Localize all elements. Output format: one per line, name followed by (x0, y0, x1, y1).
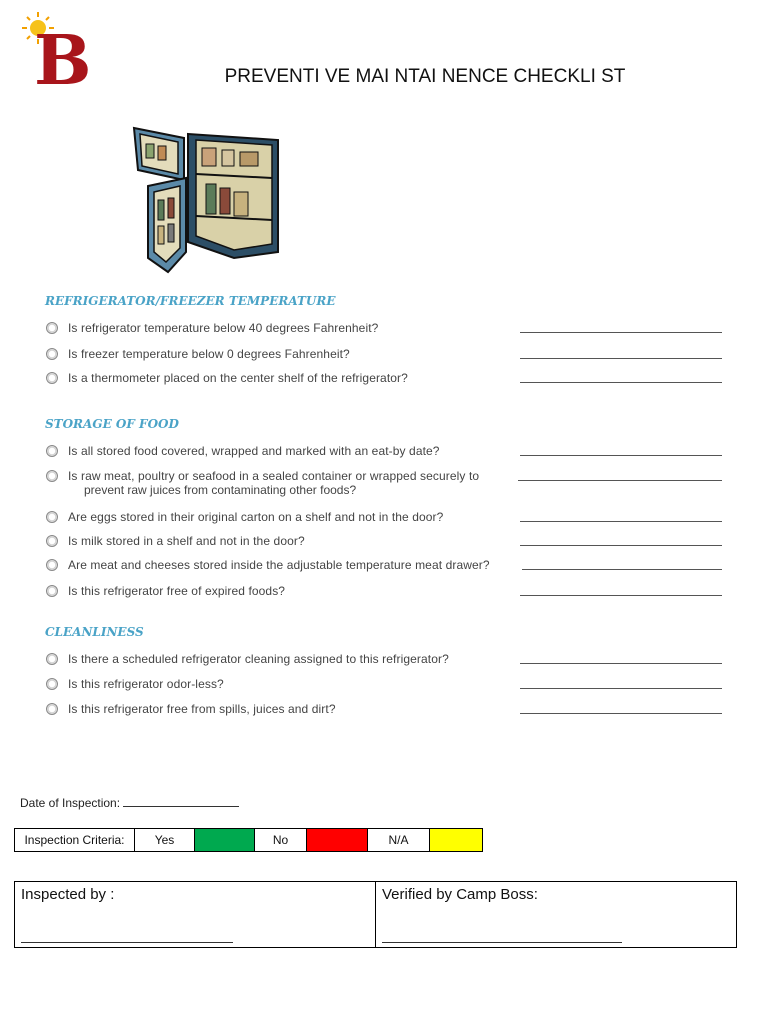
checklist-item (46, 584, 726, 604)
signoff-table (14, 881, 737, 948)
checklist-item (46, 677, 726, 697)
answer-line[interactable] (520, 382, 722, 383)
radio-bullet-icon[interactable] (46, 559, 58, 571)
checklist-item (46, 347, 726, 367)
verified-by-label: Verified by Camp Boss: (382, 886, 538, 903)
section-heading-cleanliness: CLEANLINESS (45, 625, 144, 639)
answer-line[interactable] (520, 455, 722, 456)
page-title: PREVENTI VE MAI NTAI NENCE CHECKLI ST (224, 66, 626, 87)
answer-line[interactable] (520, 545, 722, 546)
answer-line[interactable] (520, 332, 722, 333)
answer-line[interactable] (520, 358, 722, 359)
radio-bullet-icon[interactable] (46, 585, 58, 597)
question-text-continued: prevent raw juices from contaminating other foods? (84, 483, 357, 497)
answer-line[interactable] (520, 663, 722, 664)
radio-bullet-icon[interactable] (46, 348, 58, 360)
question-text: Is freezer temperature below 0 degrees Fahrenheit? (68, 347, 350, 361)
radio-bullet-icon[interactable] (46, 653, 58, 665)
answer-line[interactable] (520, 595, 722, 596)
radio-bullet-icon[interactable] (46, 703, 58, 715)
question-text: Is this refrigerator free from spills, juices and dirt? (68, 702, 336, 716)
criteria-na-swatch (430, 829, 482, 851)
checklist-item (46, 702, 726, 722)
question-text: Is a thermometer placed on the center shelf of the refrigerator? (68, 371, 408, 385)
radio-bullet-icon[interactable] (46, 372, 58, 384)
inspected-by-cell (15, 882, 376, 947)
verified-by-cell (376, 882, 736, 947)
checklist-item (46, 371, 726, 391)
radio-bullet-icon[interactable] (46, 445, 58, 457)
answer-line[interactable] (518, 480, 722, 481)
verified-by-signature-line[interactable] (382, 942, 622, 943)
question-text: Is this refrigerator free of expired foods? (68, 584, 286, 598)
question-text: Is refrigerator temperature below 40 degrees Fahrenheit? (68, 321, 379, 335)
answer-line[interactable] (520, 688, 722, 689)
answer-line[interactable] (520, 713, 722, 714)
criteria-yes-label: Yes (135, 829, 195, 851)
checklist-item (46, 321, 726, 341)
criteria-na-label: N/A (368, 829, 430, 851)
section-heading-storage: STORAGE OF FOOD (45, 417, 179, 431)
radio-bullet-icon[interactable] (46, 678, 58, 690)
checklist-item (46, 510, 726, 530)
checklist-item (46, 444, 726, 464)
question-text: Is milk stored in a shelf and not in the door? (68, 534, 305, 548)
checklist-item (46, 652, 726, 672)
criteria-label: Inspection Criteria: (15, 829, 135, 851)
inspected-by-label: Inspected by : (21, 886, 115, 903)
date-label: Date of Inspection: (20, 796, 121, 810)
radio-bullet-icon[interactable] (46, 535, 58, 547)
answer-line[interactable] (520, 521, 722, 522)
radio-bullet-icon[interactable] (46, 470, 58, 482)
refrigerator-illustration (128, 112, 284, 276)
checklist-item (46, 534, 726, 554)
logo-letter: B (34, 21, 92, 88)
checklist-item (46, 469, 726, 503)
company-logo (18, 8, 104, 88)
question-text: Is all stored food covered, wrapped and marked with an eat-by date? (68, 444, 440, 458)
question-text: Are eggs stored in their original carton on a shelf and not in the door? (68, 510, 444, 524)
date-input-line[interactable] (123, 796, 239, 807)
criteria-no-swatch (307, 829, 368, 851)
radio-bullet-icon[interactable] (46, 322, 58, 334)
inspection-criteria-legend (14, 828, 483, 852)
inspected-by-signature-line[interactable] (21, 942, 233, 943)
criteria-no-label: No (255, 829, 307, 851)
radio-bullet-icon[interactable] (46, 511, 58, 523)
date-of-inspection (20, 796, 239, 810)
answer-line[interactable] (522, 569, 722, 570)
question-text: Is this refrigerator odor-less? (68, 677, 224, 691)
question-text: Are meat and cheeses stored inside the adjustable temperature meat drawer? (68, 558, 490, 572)
checklist-item (46, 558, 726, 578)
section-heading-temperature: REFRIGERATOR/FREEZER TEMPERATURE (45, 294, 336, 308)
question-text: Is there a scheduled refrigerator cleaning assigned to this refrigerator? (68, 652, 449, 666)
question-text: Is raw meat, poultry or seafood in a sealed container or wrapped securely to (68, 469, 480, 483)
criteria-yes-swatch (195, 829, 255, 851)
